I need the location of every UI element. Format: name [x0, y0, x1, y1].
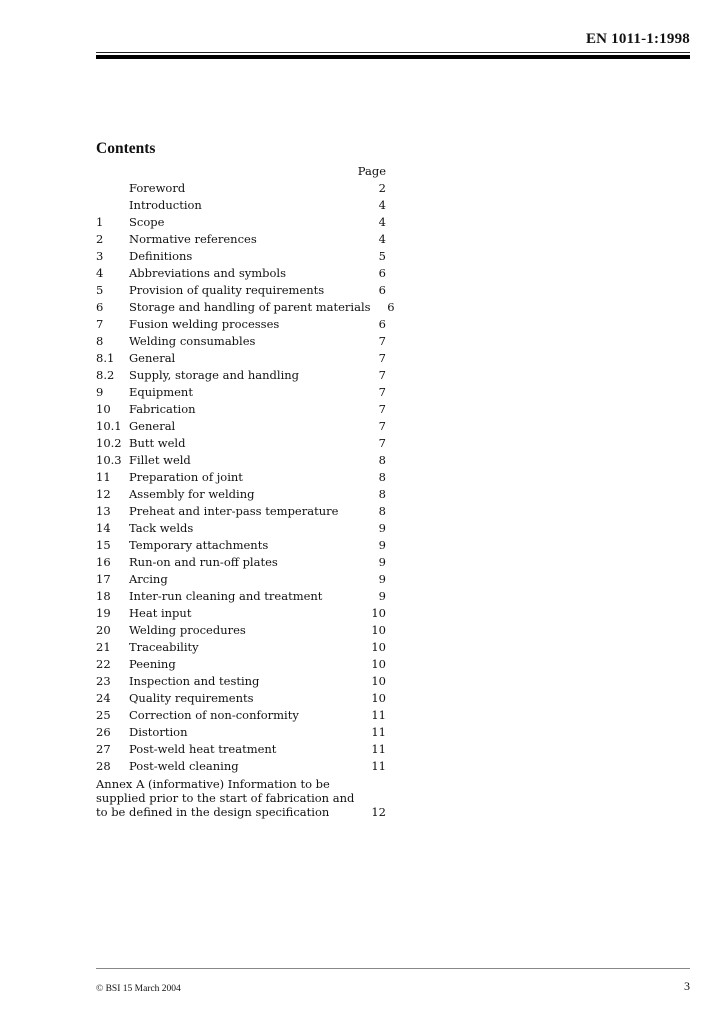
toc-entry-number: 3: [96, 249, 104, 263]
toc-entry-page: 9: [378, 538, 386, 552]
toc-entry-annex-a[interactable]: [96, 777, 386, 819]
table-of-contents: [96, 180, 395, 819]
toc-entry-page: 10: [371, 640, 386, 654]
toc-entry-number: 10: [96, 402, 111, 416]
toc-entry-page: 10: [371, 623, 386, 637]
toc-entry[interactable]: [96, 673, 386, 690]
toc-entry[interactable]: [96, 639, 386, 656]
toc-entry[interactable]: [96, 333, 386, 350]
toc-entry-number: 23: [96, 674, 111, 688]
toc-entry[interactable]: [96, 520, 386, 537]
toc-entry-title: Preparation of joint: [129, 470, 243, 484]
toc-entry-number: 2: [96, 232, 104, 246]
toc-entry-number: 17: [96, 572, 111, 586]
toc-entry-number: 24: [96, 691, 111, 705]
toc-entry-title: Inspection and testing: [129, 674, 260, 688]
toc-entry-title: Assembly for welding: [129, 487, 255, 501]
footer-rule: [96, 968, 690, 969]
toc-entry-title: Scope: [129, 215, 165, 229]
toc-entry-page: 10: [371, 657, 386, 671]
toc-entry-number: 8: [96, 334, 104, 348]
toc-entry-title: Heat input: [129, 606, 192, 620]
toc-entry-page: 6: [387, 300, 395, 314]
toc-entry[interactable]: [96, 690, 386, 707]
toc-entry-number: 8.1: [96, 351, 115, 365]
toc-entry-title: Correction of non-conformity: [129, 708, 299, 722]
toc-entry-number: 9: [96, 385, 104, 399]
toc-entry-page: 6: [378, 266, 386, 280]
toc-entry-number: 10.2: [96, 436, 122, 450]
toc-entry-title: Butt weld: [129, 436, 186, 450]
toc-entry-page: 7: [378, 368, 386, 382]
toc-entry-page: 7: [378, 402, 386, 416]
toc-entry[interactable]: [96, 367, 386, 384]
header-rule-thick: [96, 55, 690, 59]
toc-entry-page: 9: [378, 572, 386, 586]
toc-entry-number: 11: [96, 470, 111, 484]
toc-entry-number: 28: [96, 759, 111, 773]
toc-entry[interactable]: [96, 622, 386, 639]
toc-entry-title: Tack welds: [129, 521, 194, 535]
toc-entry-number: 12: [96, 487, 111, 501]
toc-entry-title: Normative references: [129, 232, 257, 246]
toc-entry[interactable]: [96, 350, 386, 367]
toc-entry-page: 8: [378, 470, 386, 484]
toc-entry-number: 20: [96, 623, 111, 637]
toc-entry[interactable]: [96, 724, 386, 741]
toc-entry-title: Temporary attachments: [129, 538, 269, 552]
toc-entry-page: 9: [378, 555, 386, 569]
toc-entry[interactable]: [96, 554, 386, 571]
toc-entry-number: 25: [96, 708, 111, 722]
toc-entry-page: 12: [371, 805, 386, 819]
toc-entry-title: Welding consumables: [129, 334, 256, 348]
toc-entry[interactable]: [96, 401, 386, 418]
toc-entry[interactable]: [96, 503, 386, 520]
toc-entry[interactable]: [96, 741, 386, 758]
toc-entry-page: 6: [378, 317, 386, 331]
toc-entry-page: 7: [378, 419, 386, 433]
toc-entry-title: Traceability: [129, 640, 199, 654]
toc-entry[interactable]: [96, 452, 386, 469]
toc-entry-number: [96, 197, 129, 214]
toc-entry[interactable]: [96, 384, 386, 401]
toc-entry-page: 4: [378, 232, 386, 246]
toc-entry-title: Peening: [129, 657, 176, 671]
toc-entry-title: Arcing: [129, 572, 168, 586]
toc-entry[interactable]: [96, 435, 386, 452]
toc-entry-title: Fabrication: [129, 402, 196, 416]
toc-entry-title: Fillet weld: [129, 453, 191, 467]
toc-entry[interactable]: [96, 282, 386, 299]
toc-entry-number: 22: [96, 657, 111, 671]
toc-entry[interactable]: [96, 180, 386, 197]
page-column-label: Page: [357, 164, 386, 178]
toc-entry-title: General: [129, 419, 176, 433]
toc-entry-number: 27: [96, 742, 111, 756]
toc-entry[interactable]: [96, 571, 386, 588]
toc-entry[interactable]: [96, 316, 386, 333]
toc-entry-page: 5: [378, 249, 386, 263]
toc-entry[interactable]: [96, 197, 386, 214]
annex-title-line: Annex A (informative) Information to be: [96, 777, 330, 791]
toc-entry-page: 11: [371, 759, 386, 773]
toc-entry-title: Welding procedures: [129, 623, 246, 637]
toc-entry-title: General: [129, 351, 176, 365]
toc-entry-title: Foreword: [129, 181, 186, 195]
toc-entry[interactable]: [96, 469, 386, 486]
toc-entry-page: 8: [378, 487, 386, 501]
footer-copyright: © BSI 15 March 2004: [96, 984, 181, 994]
annex-title-line: supplied prior to the start of fabrication and: [96, 791, 355, 805]
toc-entry-title: Post-weld cleaning: [129, 759, 239, 773]
toc-entry-number: 14: [96, 521, 111, 535]
toc-entry-number: 19: [96, 606, 111, 620]
toc-entry-number: 13: [96, 504, 111, 518]
toc-entry[interactable]: [96, 656, 386, 673]
toc-entry-number: 21: [96, 640, 111, 654]
toc-entry-number: 15: [96, 538, 111, 552]
toc-entry-title: Definitions: [129, 249, 193, 263]
toc-entry-page: 2: [378, 181, 386, 195]
page-number: 3: [684, 979, 690, 993]
toc-entry-title: Distortion: [129, 725, 188, 739]
toc-entry-page: 10: [371, 674, 386, 688]
toc-entry-title: Inter-run cleaning and treatment: [129, 589, 323, 603]
toc-entry-page: 8: [378, 504, 386, 518]
toc-entry-title: Abbreviations and symbols: [129, 266, 286, 280]
toc-entry-title: Equipment: [129, 385, 193, 399]
contents-title: Contents: [96, 140, 156, 157]
toc-entry-page: 10: [371, 606, 386, 620]
toc-entry-page: 7: [378, 385, 386, 399]
toc-entry[interactable]: [96, 605, 386, 622]
toc-entry-page: 9: [378, 589, 386, 603]
toc-entry[interactable]: [96, 231, 386, 248]
toc-entry[interactable]: [96, 486, 386, 503]
toc-entry-title: Storage and handling of parent materials: [129, 300, 371, 314]
toc-entry[interactable]: [96, 707, 386, 724]
toc-entry-number: 4: [96, 266, 104, 280]
toc-entry-number: 8.2: [96, 368, 115, 382]
toc-entry-page: 10: [371, 691, 386, 705]
toc-entry-page: 7: [378, 436, 386, 450]
toc-entry-page: 7: [378, 351, 386, 365]
toc-entry-title: [96, 777, 362, 819]
toc-entry[interactable]: [96, 248, 386, 265]
toc-entry-title: Supply, storage and handling: [129, 368, 300, 382]
annex-title-line: to be defined in the design specification: [96, 805, 330, 819]
header-rule-thin: [96, 52, 690, 53]
toc-entry-title: Provision of quality requirements: [129, 283, 325, 297]
toc-entry-number: 5: [96, 283, 104, 297]
toc-entry-number: 7: [96, 317, 104, 331]
toc-entry-title: Fusion welding processes: [129, 317, 280, 331]
toc-entry[interactable]: [96, 758, 386, 775]
toc-entry-title: Preheat and inter-pass temperature: [129, 504, 339, 518]
toc-entry-page: 8: [378, 453, 386, 467]
toc-entry-page: 6: [378, 283, 386, 297]
toc-entry-page: 4: [378, 198, 386, 212]
toc-entry-title: Introduction: [129, 198, 202, 212]
toc-entry-number: 6: [96, 300, 104, 314]
toc-entry-page: 11: [371, 725, 386, 739]
toc-entry[interactable]: [96, 418, 386, 435]
toc-entry-page: 9: [378, 521, 386, 535]
toc-entry-page: 7: [378, 334, 386, 348]
toc-entry[interactable]: [96, 265, 386, 282]
toc-entry-page: 11: [371, 708, 386, 722]
toc-entry-page: 4: [378, 215, 386, 229]
toc-entry-number: 10.3: [96, 453, 122, 467]
toc-entry-title: Run-on and run-off plates: [129, 555, 278, 569]
toc-entry-title: Post-weld heat treatment: [129, 742, 277, 756]
toc-entry-number: 10.1: [96, 419, 122, 433]
toc-entry[interactable]: [96, 299, 395, 316]
document-id: EN 1011-1:1998: [585, 31, 690, 47]
toc-entry-number: 26: [96, 725, 111, 739]
toc-entry[interactable]: [96, 214, 386, 231]
toc-entry-number: 16: [96, 555, 111, 569]
toc-entry-page: 11: [371, 742, 386, 756]
toc-entry[interactable]: [96, 537, 386, 554]
toc-entry[interactable]: [96, 588, 386, 605]
toc-entry-title: Quality requirements: [129, 691, 254, 705]
toc-entry-number: 1: [96, 215, 104, 229]
toc-entry-number: [96, 180, 129, 197]
toc-entry-number: 18: [96, 589, 111, 603]
